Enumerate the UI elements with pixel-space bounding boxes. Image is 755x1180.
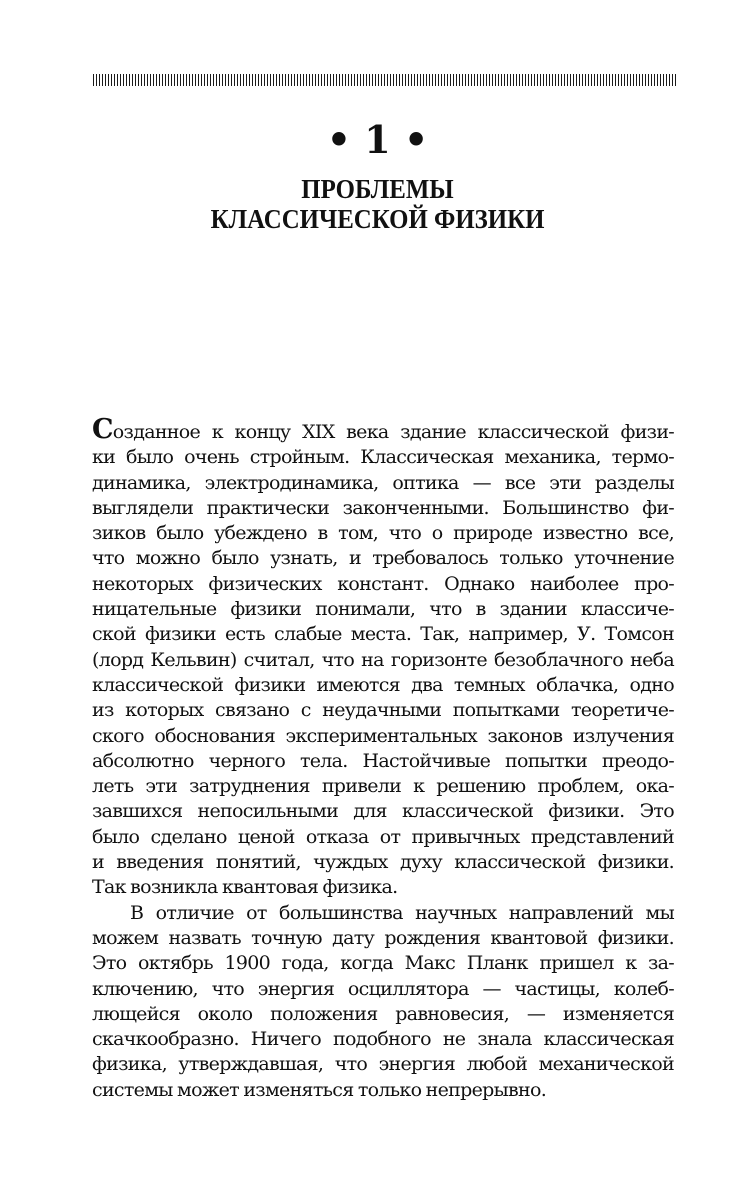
text-line: из которых связано с неудачными попытками теоретиче-	[92, 699, 674, 722]
text-line: классической физики имеются два темных облачка, одно	[92, 673, 674, 696]
text-line: некоторых физических констант. Однако наиболее про-	[92, 572, 674, 595]
text-line: (лорд Кельвин) считал, что на горизонте безоблачного неба	[92, 648, 674, 671]
text-line: В отличие от большинства научных направлений мы	[130, 901, 674, 924]
drop-cap: С	[92, 414, 113, 445]
text-line: системы может изменяться только непрерывно.	[92, 1078, 547, 1101]
text-line: зиков было убеждено в том, что о природе известно все,	[92, 522, 674, 545]
text-line: физика, утверждавшая, что энергия любой механической	[92, 1053, 674, 1076]
text-line: ницательные физики понимали, что в здании классиче-	[92, 598, 674, 621]
body-text	[92, 414, 674, 1103]
text-line: леть эти затруднения привели к решению проблем, ока-	[92, 775, 674, 798]
text-line: было сделано ценой отказа от привычных представлений	[92, 825, 674, 848]
text-line: Созданное к концу XIX века здание классической физи-	[92, 414, 674, 445]
chapter-title-line: КЛАССИЧЕСКОЙ ФИЗИКИ	[210, 204, 545, 234]
text-line: Так возникла квантовая физика.	[92, 876, 398, 899]
text-line: что можно было узнать, и требовалось только уточнение	[92, 547, 674, 570]
text-line: ской физики есть слабые места. Так, например, У. Томсон	[92, 623, 674, 646]
chapter-title	[30, 174, 725, 234]
paragraph	[92, 414, 674, 901]
text-line: абсолютно черного тела. Настойчивые попытки преодо-	[92, 749, 674, 772]
text-line: выглядели практически законченными. Большинство фи-	[92, 496, 674, 519]
chapter-title-line: ПРОБЛЕМЫ	[301, 174, 454, 204]
text-line: можем назвать точную дату рождения квантовой физики.	[92, 926, 674, 949]
text-line: лющейся около положения равновесия, — изменяется	[92, 1002, 674, 1025]
text-line: скачкообразно. Ничего подобного не знала классическая	[92, 1028, 674, 1051]
text-line: завшихся непосильными для классической физики. Это	[92, 800, 674, 823]
text-line: ского обоснования экспериментальных законов излучения	[92, 724, 674, 747]
decorative-header-rule	[93, 74, 676, 86]
text-line: и введения понятий, чуждых духу классической физики.	[92, 851, 674, 874]
text-line: ки было очень стройным. Классическая механика, термо-	[92, 446, 674, 469]
text-line: ключению, что энергия осциллятора — частицы, колеб-	[92, 977, 674, 1000]
paragraph	[92, 901, 674, 1103]
text-line: Это октябрь 1900 года, когда Макс Планк пришел к за-	[92, 952, 674, 975]
text-line: динамика, электродинамика, оптика — все эти разделы	[92, 471, 674, 494]
chapter-number: • 1 •	[326, 117, 429, 162]
